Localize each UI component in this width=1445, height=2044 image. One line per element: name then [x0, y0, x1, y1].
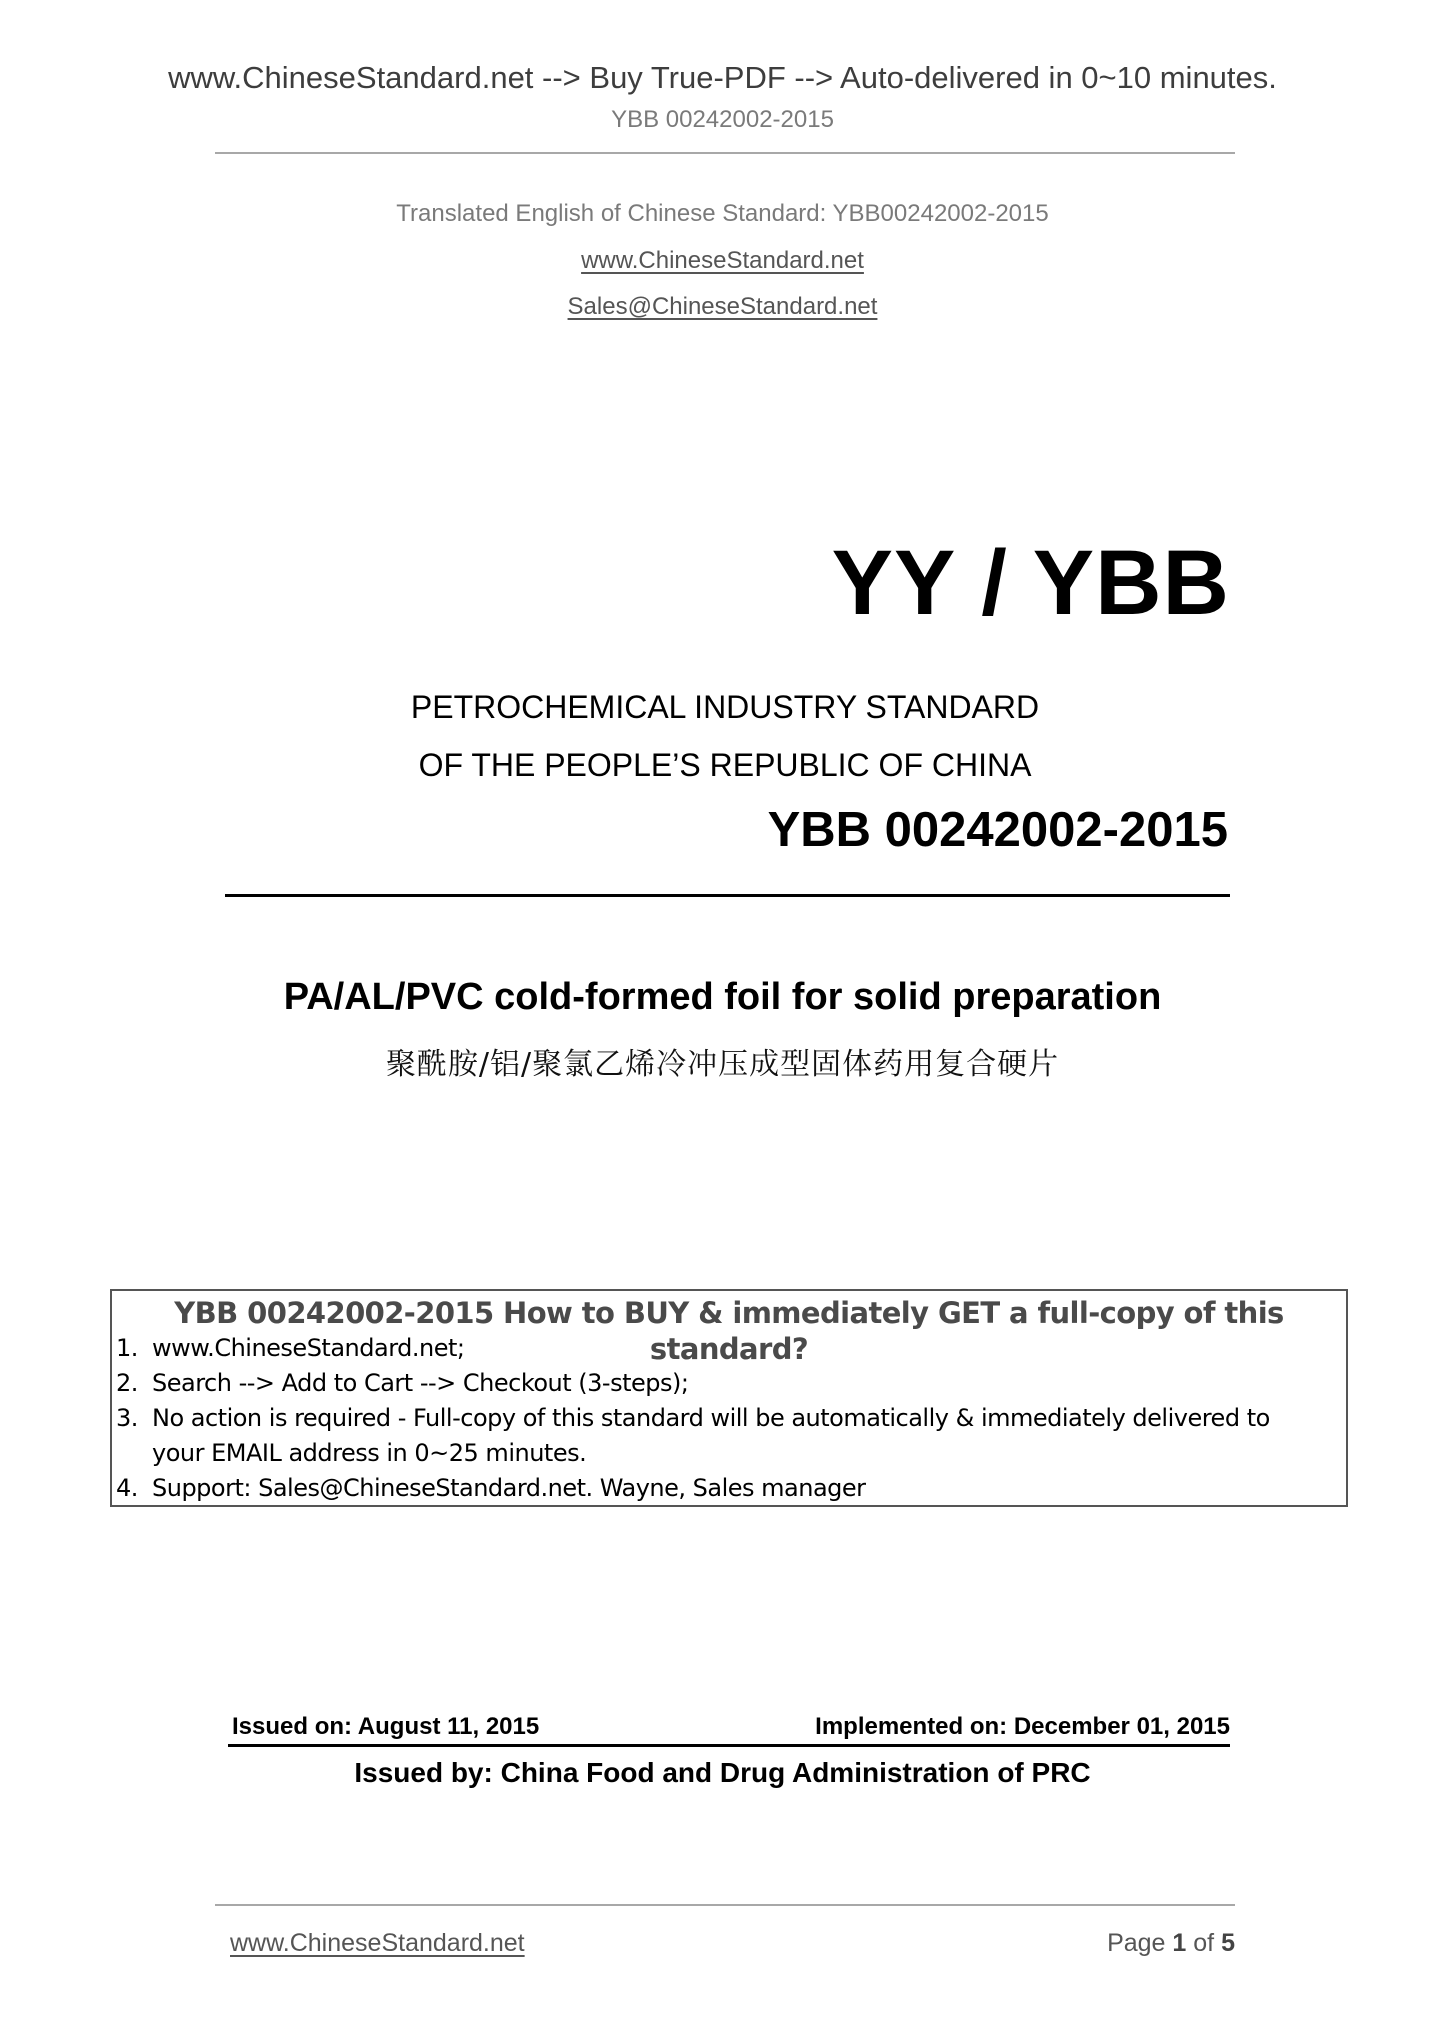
issuance-dates [232, 1712, 1230, 1742]
website-link[interactable]: www.ChineseStandard.net [581, 247, 864, 274]
footer-divider [215, 1904, 1235, 1906]
standard-number: YBB 00242002-2015 [767, 803, 1228, 857]
step-number: 3. [116, 1404, 138, 1432]
email-link[interactable]: Sales@ChineseStandard.net [567, 293, 878, 320]
header-divider [215, 152, 1235, 154]
industry-line-1: PETROCHEMICAL INDUSTRY STANDARD [410, 689, 1040, 725]
buy-box-title: YBB 00242002-2015 How to BUY & immediately GET a full-copy of this standard? [174, 1296, 1284, 1366]
buy-steps-list [116, 1331, 1338, 1506]
page-footer [230, 1928, 1235, 1958]
page-current: 1 [1172, 1929, 1187, 1957]
issuance-divider [228, 1744, 1230, 1747]
buy-step [116, 1331, 1338, 1366]
email-link-wrapper [0, 291, 1445, 323]
title-divider [225, 894, 1230, 897]
buy-instructions-box [110, 1289, 1348, 1507]
buy-step [116, 1366, 1338, 1401]
translated-label: Translated English of Chinese Standard: YBB00242002-2015 [396, 200, 1049, 227]
step-number: 2. [116, 1369, 138, 1397]
implemented-on: Implemented on: December 01, 2015 [815, 1713, 1230, 1740]
step-text: www.ChineseStandard.net; [152, 1334, 465, 1362]
website-link-wrapper [0, 245, 1445, 277]
step-number: 4. [116, 1474, 138, 1502]
step-text: Support: Sales@ChineseStandard.net. Wayne, Sales manager [152, 1474, 866, 1502]
standard-prefix: YY / YBB [831, 532, 1230, 634]
page-indicator [1107, 1928, 1235, 1958]
step-number [116, 1436, 152, 1471]
industry-line-2: OF THE PEOPLE’S REPUBLIC OF CHINA [418, 747, 1032, 783]
issued-on: Issued on: August 11, 2015 [232, 1713, 540, 1740]
buy-step [116, 1401, 1338, 1436]
page-total: 5 [1221, 1929, 1235, 1957]
buy-step-continuation [116, 1436, 1338, 1471]
header-banner: www.ChineseStandard.net --> Buy True-PDF --> Auto-delivered in 0~10 minutes. [168, 60, 1277, 95]
page-of: of [1193, 1929, 1215, 1957]
page-word: Page [1107, 1929, 1166, 1957]
footer-website-link[interactable]: www.ChineseStandard.net [230, 1929, 525, 1957]
step-number: 1. [116, 1334, 138, 1362]
document-title-cn: 聚酰胺/铝/聚氯乙烯冷冲压成型固体药用复合硬片 [385, 1047, 1060, 1082]
step-text: No action is required - Full-copy of this standard will be automatically & immediately delivered to [152, 1404, 1270, 1432]
buy-step [116, 1471, 1338, 1506]
step-text: Search --> Add to Cart --> Checkout (3-steps); [152, 1369, 689, 1397]
issued-by: Issued by: China Food and Drug Administration of PRC [354, 1757, 1091, 1788]
document-title-en: PA/AL/PVC cold-formed foil for solid preparation [283, 976, 1162, 1018]
header-doc-code: YBB 00242002-2015 [611, 106, 834, 133]
step-text: your EMAIL address in 0~25 minutes. [152, 1439, 587, 1467]
